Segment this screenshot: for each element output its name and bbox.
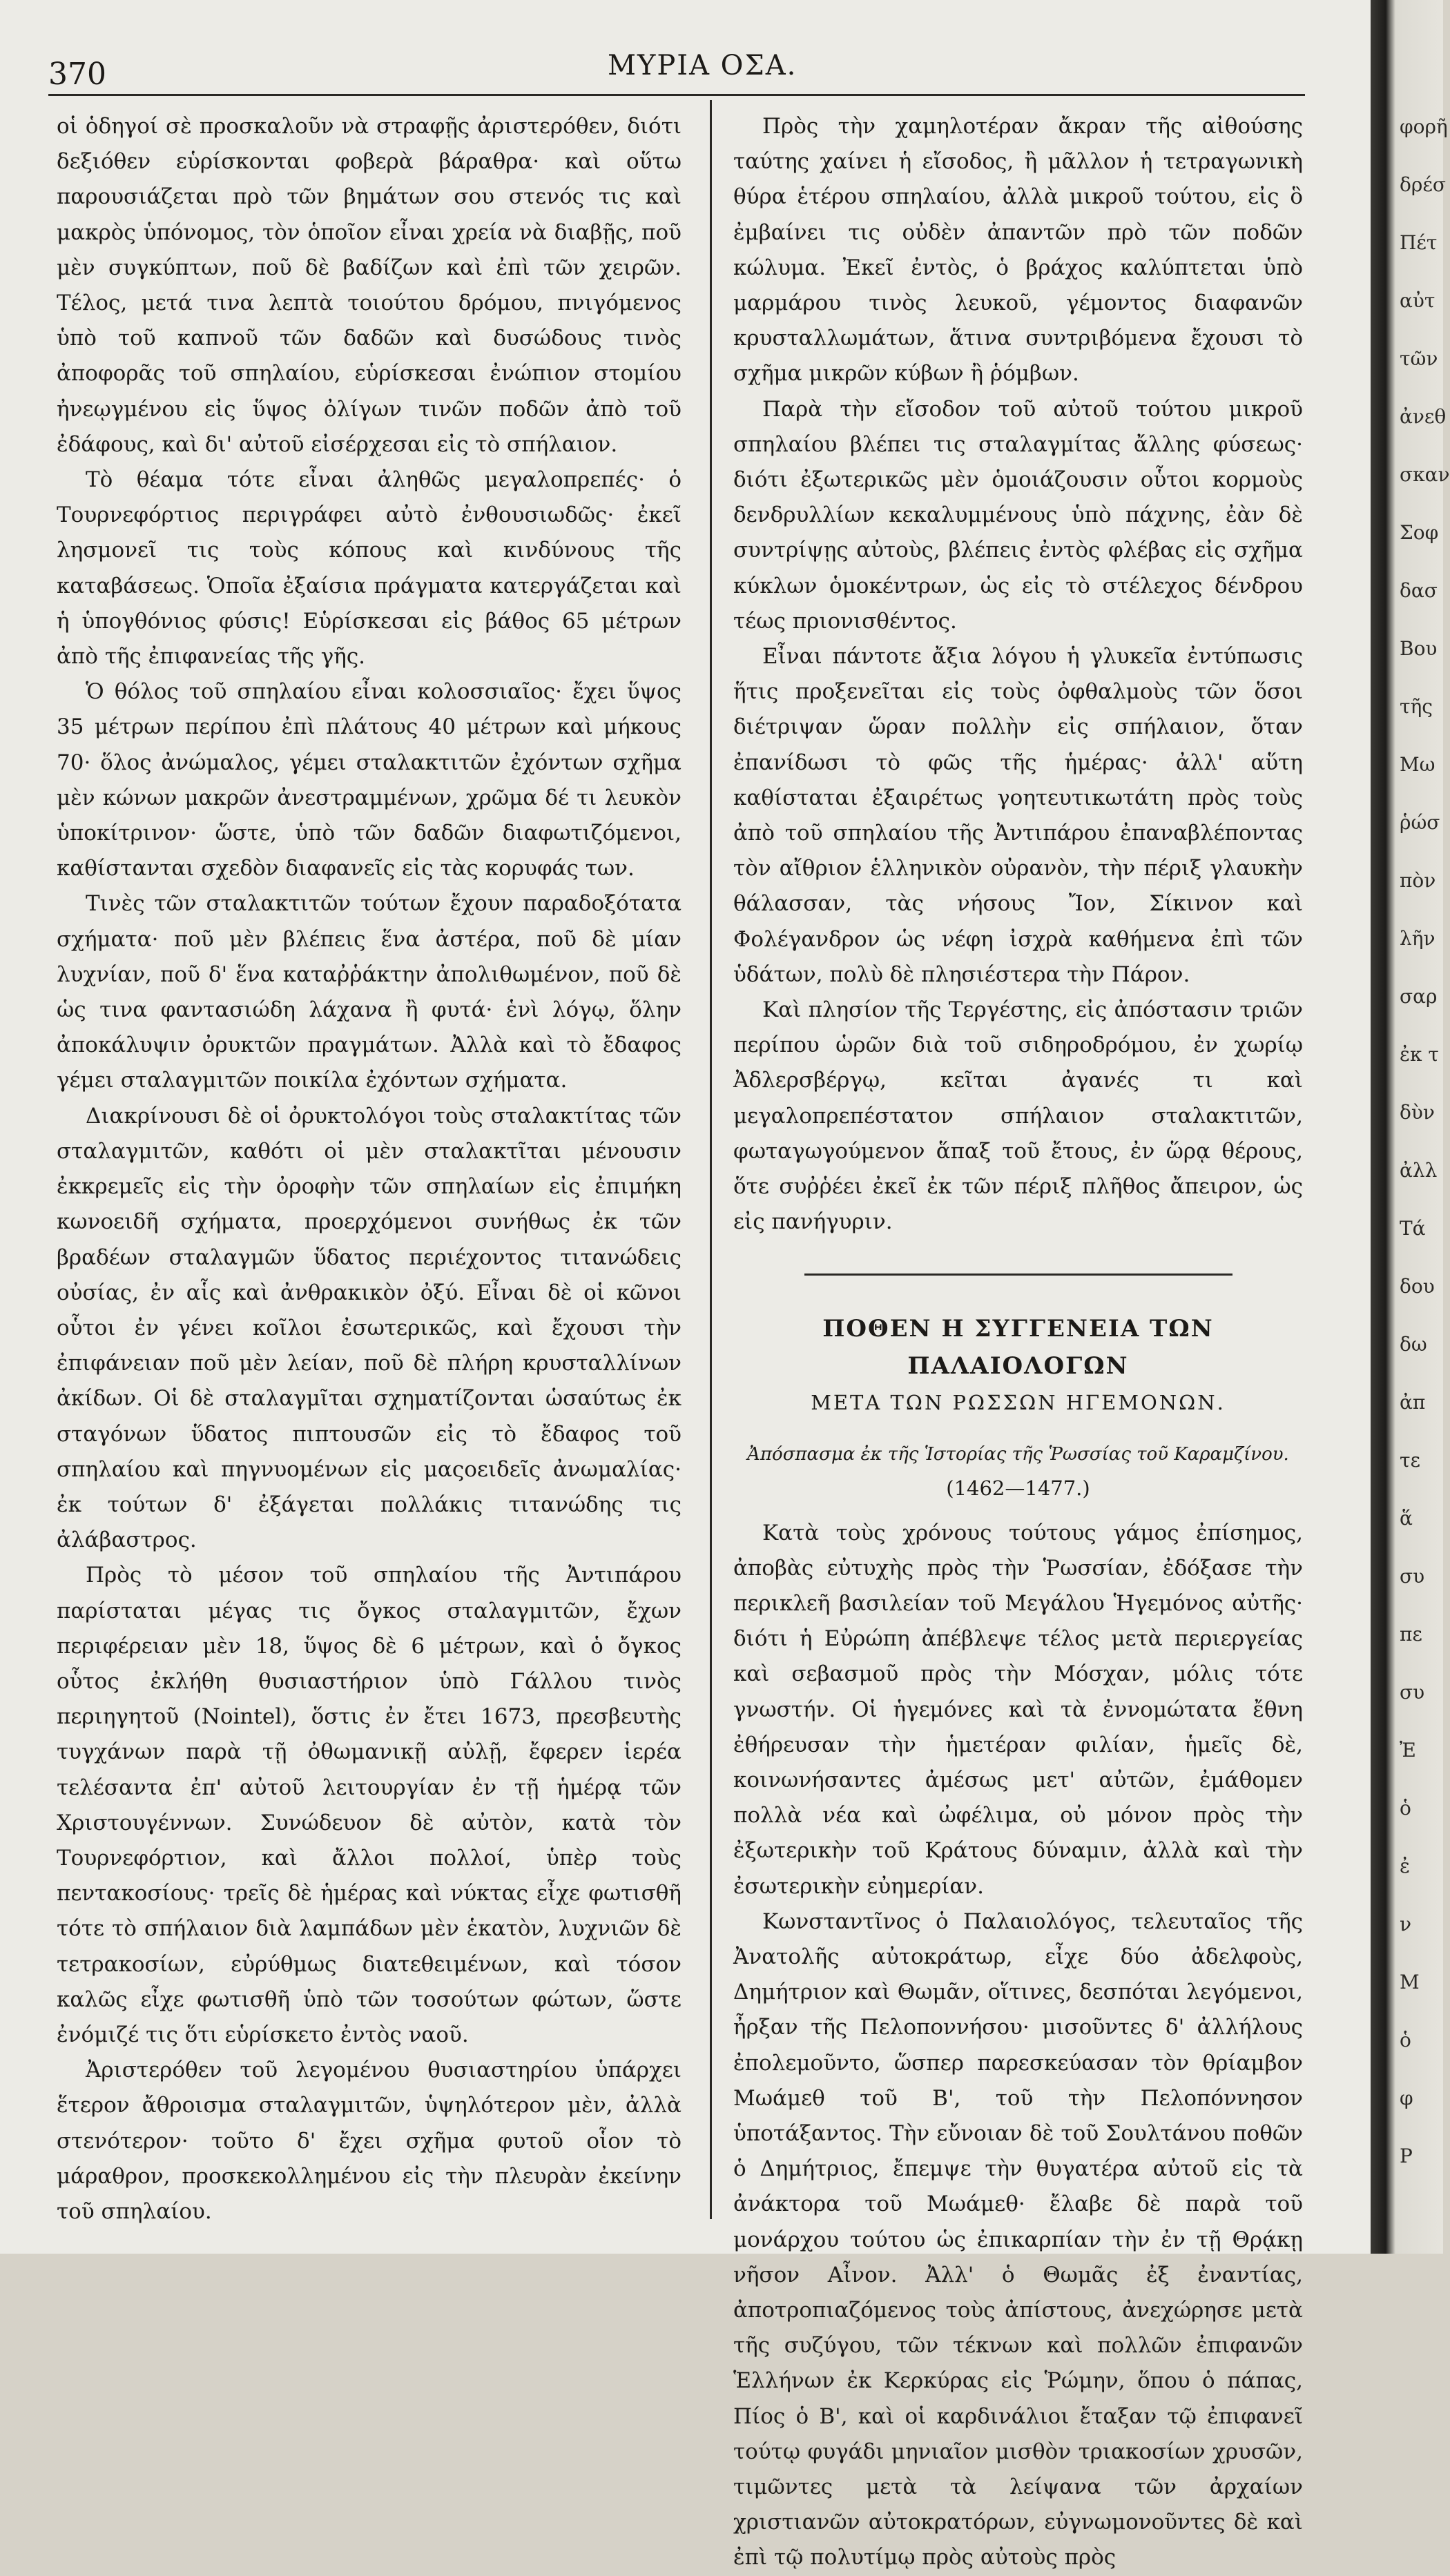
adjacent-page-fragment: δασ xyxy=(1400,579,1438,602)
paragraph: οἱ ὁδηγοί σὲ προσκαλοῦν νὰ στραφῇς ἀριστερόθεν, διότι δεξιόθεν εὑρίσκονται φοβερὰ βάραθρα· καὶ οὕτω παρουσιάζεται πρὸ τῶν βημάτων σου στενός τις καὶ μακρὸς ὑπόνομος, τὸν ὁποῖον εἶναι χρεία νὰ διαβῇς, ποῦ μὲν συγκύπτων, ποῦ δὲ βαδίζων καὶ ἐπὶ τῶν χειρῶν. Τέλος, μετά τινα λεπτὰ τοιούτου δρόμου, πνιγόμενος ὑπὸ τοῦ καπνοῦ τῶν δαδῶν καὶ δυσώδους τινὸς ἀποφορᾶς τοῦ σπηλαίου, εὑρίσκεσαι ἐνώπιον στομίου ἠνεῳγμένου εἰς ὕψος ὀλίγων τινῶν ποδῶν ἀπὸ τοῦ ἐδάφους, καὶ δι' αὐτοῦ εἰσέρχεσαι εἰς τὸ σπήλαιον. xyxy=(57,114,682,457)
adjacent-page-fragment: φορῆ xyxy=(1400,115,1448,138)
adjacent-page-edge xyxy=(1371,0,1450,2254)
adjacent-page-fragment: ὁ xyxy=(1400,1797,1411,1819)
adjacent-page-fragment: Πέτ xyxy=(1400,231,1438,254)
article-title: ΠΟΘΕΝ Η ΣΥΓΓΕΝΕΙΑ ΤΩΝ ΠΑΛΑΙΟΛΟΓΩΝ xyxy=(822,1314,1214,1380)
adjacent-page-fragment: αὐτ xyxy=(1400,289,1436,312)
adjacent-page-fragment: συ xyxy=(1400,1565,1425,1588)
adjacent-page-fragment: σαρ xyxy=(1400,985,1438,1008)
adjacent-page-fragment: ἀλλ xyxy=(1400,1159,1438,1182)
paragraph: Κωνσταντῖνος ὁ Παλαιολόγος, τελευταῖος τῆς Ἀνατολῆς αὐτοκράτωρ, εἶχε δύο ἀδελφοὺς, Δημήτριον καὶ Θωμᾶν, οἵτινες, δεσπόται λεγόμενοι, ἦρξαν τῆς Πελοποννήσου· μισοῦντες δ' ἀλλήλους ἐπολεμοῦντο, ὥσπερ παρεσκεύασαν τὸν θρίαμβον Μωάμεθ τοῦ Β', τοῦ τὴν Πελοπόννησον ὑποτάξαντος. Τὴν εὔνοιαν δὲ τοῦ Σουλτάνου ποθῶν ὁ Δημήτριος, ἔπεμψε τὴν θυγατέρα αὐτοῦ εἰς τὰ ἀνάκτορα τοῦ Μωάμεθ· ἔλαβε δὲ παρὰ τοῦ μονάρχου τούτου ὡς ἐπικαρπίαν τὴν ἐν τῇ Θρᾴκῃ νῆσον Αἶνον. Ἀλλ' ὁ Θωμᾶς ἐξ ἐναντίας, ἀποτροπιαζόμενος τοὺς ἀπίστους, ἀνεχώρησε μετὰ τῆς συζύγου, τῶν τέκνων καὶ πολλῶν ἐπιφανῶν Ἑλλήνων ἐκ Κερκύρας εἰς Ῥώμην, ὅπου ὁ πάπας, Πίος ὁ Β', καὶ οἱ καρδινάλιοι ἔταξαν τῷ ἐπιφανεῖ τούτῳ φυγάδι μηνιαῖον μισθὸν τριακοσίων χρυσῶν, τιμῶντες μετὰ τὰ λείψανα τῶν ἀρχαίων χριστιανῶν αὐτοκρατόρων, εὐγνωμονοῦντες δὲ καὶ ἐπὶ τῷ πολυτίμῳ πρὸς αὐτοὺς πρὸς xyxy=(733,1909,1303,2570)
paragraph: Ἀριστερόθεν τοῦ λεγομένου θυσιαστηρίου ὑπάρχει ἕτερον ἄθροισμα σταλαγμιτῶν, ὑψηλότερον μὲν, ἀλλὰ στενότερον· τοῦτο δ' ἔχει σχῆμα φυτοῦ οἷον τὸ μάραθρον, προσκεκολλημένου εἰς τὴν πλευρὰν ἐκείνην τοῦ σπηλαίου. xyxy=(57,2058,682,2224)
adjacent-page-fragment: ῥώσ xyxy=(1400,811,1440,834)
adjacent-page-fragment: Σοφ xyxy=(1400,521,1439,544)
journal-title: ΜΥΡΙΑ ΟΣΑ. xyxy=(608,50,798,81)
article-source: Ἀπόσπασμα ἐκ τῆς Ἱστορίας τῆς Ῥωσσίας τοῦ Καραμζίνου. xyxy=(747,1443,1289,1465)
adjacent-page-fragment: δου xyxy=(1400,1275,1435,1298)
adjacent-page-fragment: Μ xyxy=(1400,1971,1420,1993)
adjacent-page-fragment: δρέσ xyxy=(1400,173,1446,196)
paragraph: Τινὲς τῶν σταλακτιτῶν τούτων ἔχουν παραδοξότατα σχήματα· ποῦ μὲν βλέπεις ἕνα ἀστέρα, ποῦ δὲ μίαν λυχνίαν, ποῦ δ' ἕνα καταῤῥάκτην ἀπολιθωμένον, ποῦ δὲ ὡς τινα φαντασιώδη λάχανα ἢ φυτά· ἑνὶ λόγῳ, ὅλην ἀποκάλυψιν ὀρυκτῶν πραγμάτων. Ἀλλὰ καὶ τὸ ἔδαφος γέμει σταλαγμιτῶν ποικίλα ἐχόντων σχήματα. xyxy=(57,891,682,1093)
header-rule xyxy=(48,94,1305,96)
adjacent-page-fragment: ἅ xyxy=(1400,1507,1413,1530)
adjacent-page-fragment: Τά xyxy=(1400,1217,1426,1240)
adjacent-page-fragment: τῶν xyxy=(1400,347,1438,370)
adjacent-page-fragment: ἀνεθ xyxy=(1400,405,1447,428)
paragraph: Πρὸς τὴν χαμηλοτέραν ἄκραν τῆς αἰθούσης ταύτης χαίνει ἡ εἴσοδος, ἢ μᾶλλον ἡ τετραγωνικὴ θύρα ἑτέρου σπηλαίου, ἀλλὰ μικροῦ τούτου, εἰς ὃ ἐμβαίνει τις οὐδὲν ἀπαντῶν πρὸ τῶν ποδῶν κώλυμα. Ἐκεῖ ἐντὸς, ὁ βράχος καλύπτεται ὑπὸ μαρμάρου τινὸς λευκοῦ, γέμοντος διαφανῶν κρυσταλλωμάτων, ἅτινα συντριβόμενα ἔχουσι τὸ σχῆμα μικρῶν κύβων ἢ ῥόμβων. xyxy=(733,114,1303,387)
adjacent-page-fragment: Βου xyxy=(1400,637,1438,660)
paragraph: Κατὰ τοὺς χρόνους τούτους γάμος ἐπίσημος, ἀποβὰς εὐτυχὴς πρὸς τὴν Ῥωσσίαν, ἐδόξασε τὴν περικλεῆ βασιλείαν τοῦ Μεγάλου Ἡγεμόνος αὐτῆς· διότι ἡ Εὐρώπη ἀπέβλεψε τέλος μετὰ περιεργείας καὶ σεβασμοῦ πρὸς τὴν Μόσχαν, μόλις τότε γνωστήν. Οἱ ἡγεμόνες καὶ τὰ ἐννομώτατα ἔθνη ἐθήρευσαν τὴν ἡμετέραν φιλίαν, ἡμεῖς δὲ, κοινωνήσαντες ἀμέσως μετ' αὐτῶν, ἐμάθομεν πολλὰ νέα καὶ ὠφέλιμα, οὐ μόνον πρὸς τὴν ἐξωτερικὴν τοῦ Κράτους δύναμιν, ἀλλὰ καὶ τὴν ἐσωτερικὴν εὐημερίαν. xyxy=(733,1520,1303,1899)
adjacent-page-fragment: ν xyxy=(1400,1913,1412,1935)
adjacent-page-fragment: φ xyxy=(1400,2087,1413,2109)
adjacent-page-fragment: τῆς xyxy=(1400,695,1433,718)
article-subtitle: ΜΕΤΑ ΤΩΝ ΡΩΣΣΩΝ ΗΓΕΜΟΝΩΝ. xyxy=(811,1390,1226,1414)
adjacent-page-fragment: λῆν xyxy=(1400,927,1436,950)
paragraph: Διακρίνουσι δὲ οἱ ὀρυκτολόγοι τοὺς σταλακτίτας τῶν σταλαγμιτῶν, καθότι οἱ μὲν σταλακτῖται μένουσιν ἐκκρεμεῖς εἰς τὴν ὀροφὴν τῶν σπηλαίων εἰς ἐπιμήκη κωνοειδῆ σχήματα, προερχόμενοι συνήθως ἐκ τῶν βραδέων σταλαγμῶν ὕδατος περιέχοντος τιτανώδεις οὐσίας, ἐν αἷς καὶ ἀνθρακικὸν ὀξύ. Εἶναι δὲ οἱ κῶνοι οὗτοι ἐν γένει κοῖλοι ἐσωτερικῶς, καὶ ἔχουσι τὴν ἐπιφάνειαν ποῦ μὲν λείαν, ποῦ δὲ πλήρη κρυσταλλίνων ἀκίδων. Οἱ δὲ σταλαγμῖται σχηματίζονται ὡσαύτως ἐκ σταγόνων ὕδατος πιπτουσῶν εἰς τὸ ἔδαφος τοῦ σπηλαίου καὶ πηγνυομένων εἰς μαςοειδεῖς ἀνωμαλίας· ἐκ τούτων δ' ἐξάγεται πολλάκις τιτανώδης τις ἀλάβαστρος. xyxy=(57,1103,682,1553)
adjacent-page-fragment: συ xyxy=(1400,1681,1425,1704)
paragraph: Πρὸς τὸ μέσον τοῦ σπηλαίου τῆς Ἀντιπάρου παρίσταται μέγας τις ὄγκος σταλαγμιτῶν, ἔχων περιφέρειαν μὲν 18, ὕψος δὲ 6 μέτρων, καὶ ὁ ὄγκος οὗτος ἐκλήθη θυσιαστήριον ὑπὸ Γάλλου τινὸς περιηγητοῦ (Nointel), ὅστις ἐν ἔτει 1673, πρεσβευτὴς τυγχάνων παρὰ τῇ ὀθωμανικῇ αὐλῇ, ἔφερεν ἱερέα τελέσαντα ἐπ' αὐτοῦ λειτουργίαν ἐν τῇ ἡμέρᾳ τῶν Χριστουγέννων. Συνώδευον δὲ αὐτὸν, κατὰ τὸν Τουρνεφόρτιον, καὶ ἄλλοι πολλοί, ὑπὲρ τοὺς πενταкοσίους· τρεῖς δὲ ἡμέρας καὶ νύκτας εἶχε φωτισθῆ τότε τὸ σπήλαιον διὰ λαμπάδων μὲν ἑκατὸν, λυχνιῶν δὲ τετρακοσίων, εὐρύθμως διατεθειμένων, καὶ τόσον καλῶς εἶχε φωτισθῆ ὑπὸ τῶν τοσούτων φώτων, ὥστε ἐνόμιζέ τις ὅτι εὑρίσκετο ἐντὸς ναοῦ. xyxy=(57,1563,682,2047)
left-column xyxy=(57,109,682,2229)
right-column xyxy=(733,109,1303,2576)
paragraph: Παρὰ τὴν εἴσοδον τοῦ αὐτοῦ τούτου μικροῦ σπηλαίου βλέπει τις σταλαγμίτας ἄλλης φύσεως· διότι ἐξωτερικῶς μὲν ὁμοιάζουσιν οὗτοι κορμοὺς δενδρυλλίων κεκαλυμμένους ὑπὸ πάχνης, ἐὰν δὲ συντρίψῃς αὐτοὺς, βλέπεις ἐντὸς φλέβας εἰς σχῆμα κύκλων ὁμοκέντρων, ὡς εἰς τὸ στέλεχος δένδρου τέως πριονισθέντος. xyxy=(733,396,1303,634)
section-divider xyxy=(804,1274,1232,1276)
adjacent-page-fragment: πὸν xyxy=(1400,869,1436,892)
adjacent-page-fragment: δὺν xyxy=(1400,1101,1435,1124)
adjacent-page-fragment: Ρ xyxy=(1400,2145,1413,2167)
paragraph: Τὸ θέαμα τότε εἶναι ἀληθῶς μεγαλοπρεπές· ὁ Τουρνεφόρτιος περιγράφει αὐτὸ ἐνθουσιωδῶς· ἐκεῖ λησμονεῖ τις τοὺς κόπους καὶ κινδύνους τῆς καταβάσεως. Ὁποῖα ἐξαίσια πράγματα κατεργάζεται καὶ ἡ ὑπογθόνιος φύσις! Εὑρίσκεσαι εἰς βάθος 65 μέτρων ἀπὸ τῆς ἐπιφανείας τῆς γῆς. xyxy=(57,467,682,670)
article-dates: (1462—1477.) xyxy=(946,1476,1090,1500)
paragraph: Καὶ πλησίον τῆς Τεργέστης, εἰς ἀπόστασιν τριῶν περίπου ὡρῶν διὰ τοῦ σιδηροδρόμου, ἐν χωρίῳ Ἀδλερσβέργῳ, κεῖται ἀγανές τι καὶ μεγαλοπρεπέστατον σπήλαιον σταλακτιτῶν, φωταγωγούμενον ἅπαξ τοῦ ἔτους, ἐν ὥρᾳ θέρους, ὅτε συῤῥέει ἐκεῖ ἐκ τῶν πέριξ πλῆθος ἄπειρον, ὡς εἰς πανήγυριν. xyxy=(733,997,1303,1235)
adjacent-page-fragment: Μω xyxy=(1400,753,1436,776)
adjacent-page-fragment: Ἐ xyxy=(1400,1739,1416,1762)
adjacent-page-fragment: ὁ xyxy=(1400,2029,1411,2051)
adjacent-page-fragment: δω xyxy=(1400,1333,1427,1356)
paragraph: Εἶναι πάντοτε ἄξια λόγου ἡ γλυκεῖα ἐντύπωσις ἥτις προξενεῖται εἰς τοὺς ὀφθαλμοὺς τῶν ὅσοι διέτριψαν ὥραν πολλὴν εἰς σπήλαιον, ὅταν ἐπανίδωσι τὸ φῶς τῆς ἡμέρας· ἀλλ' αὕτη καθίσταται ἐξαιρέτως γοητευτικωτάτη πρὸς τοὺς ἀπὸ τοῦ σπηλαίου τῆς Ἀντιπάρου ἐπαναβλέποντας τὸν αἴθριον ἑλληνικὸν οὐρανὸν, τὴν πέριξ γλαυκὴν θάλασσαν, τὰς νήσους Ἴον, Σίκινον καὶ Φολέγανδρον ὡς νέφη ἰσχρὰ καθήμενα ἐπὶ τῶν ὑδάτων, πολὺ δὲ πλησιέστερα τὴν Πάρον. xyxy=(733,644,1303,987)
paragraph: Ὁ θόλος τοῦ σπηλαίου εἶναι κολοσσιαῖος· ἔχει ὕψος 35 μέτρων περίπου ἐπὶ πλάτους 40 μέτρων καὶ μήκους 70· ὅλος ἀνώμαλος, γέμει σταλακτιτῶν ἐχόντων σχῆμα μὲν κώνων μακρῶν ἀνεστραμμένων, χρῶμα δέ τι λευκὸν ὑποκίτρινον· ὥστε, ὑπὸ τῶν δαδῶν διαφωτιζόμενοι, καθίστανται σχεδὸν διαφανεῖς εἰς τὰς κορυφάς των. xyxy=(57,679,682,881)
adjacent-page-fragment: πε xyxy=(1400,1623,1422,1646)
adjacent-page-fragment: τε xyxy=(1400,1449,1420,1472)
adjacent-page-fragment: ἐκ τ xyxy=(1400,1043,1439,1066)
adjacent-page-fragment: ἀπ xyxy=(1400,1391,1426,1414)
adjacent-page-fragment: ἐ xyxy=(1400,1855,1411,1877)
column-divider xyxy=(710,100,712,2219)
adjacent-page-fragment: σκαν xyxy=(1400,463,1450,486)
page-number: 370 xyxy=(48,57,106,92)
